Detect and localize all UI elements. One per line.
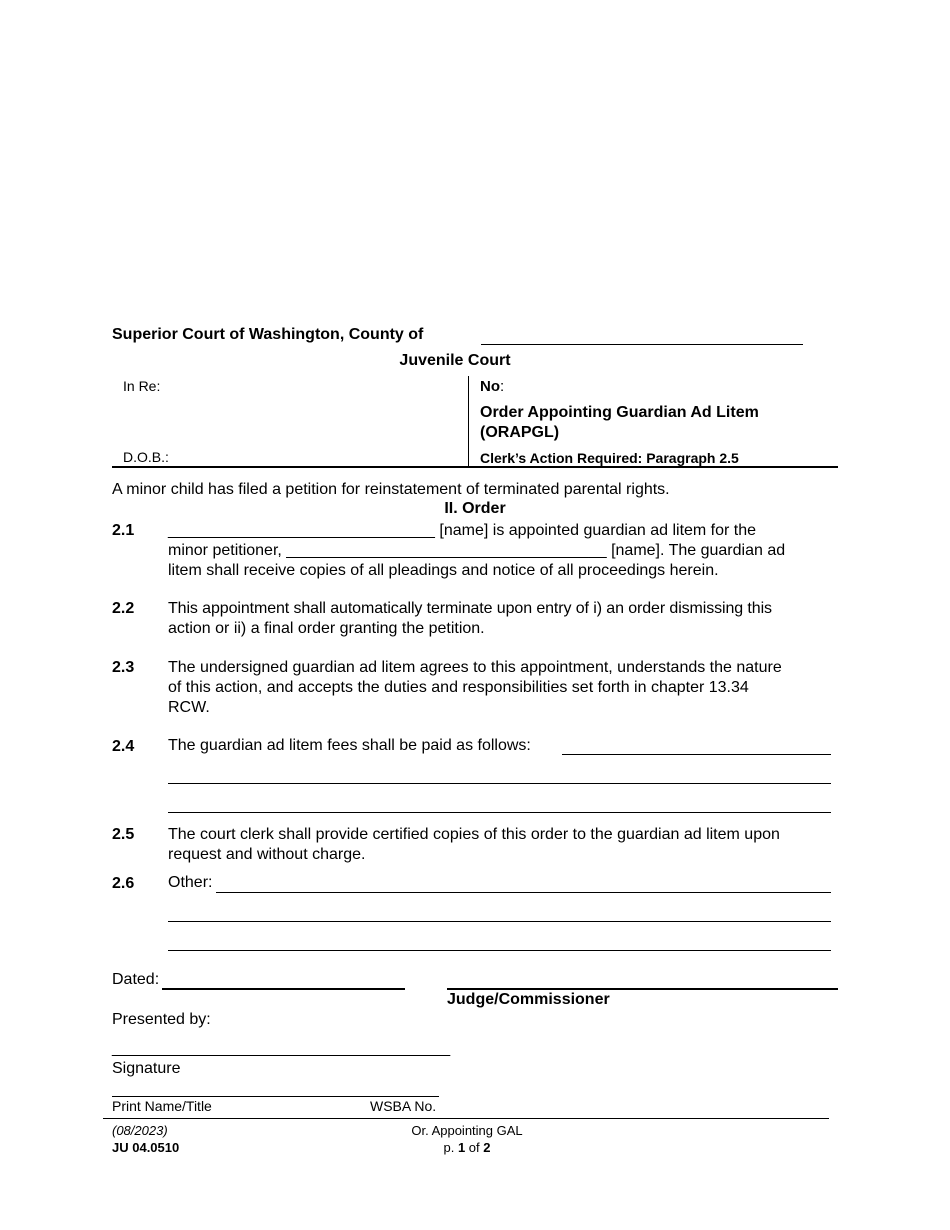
para-2-3-number: 2.3 bbox=[112, 659, 135, 676]
para-2-1-text2: [name]. The guardian ad bbox=[606, 542, 786, 559]
para-2-1 bbox=[168, 521, 840, 581]
wsba-label: WSBA No. bbox=[370, 1098, 437, 1114]
no-label: No bbox=[480, 378, 500, 395]
para-2-1-prefix: minor petitioner, bbox=[168, 542, 287, 559]
dated-blank-line[interactable] bbox=[162, 988, 405, 990]
print-name-label: Print Name/Title bbox=[112, 1098, 212, 1114]
para-2-2-line2: action or ii) a final order granting the petition. bbox=[168, 620, 485, 637]
page-of: of bbox=[465, 1140, 484, 1155]
minor-name-blank[interactable]: ____________________________________ bbox=[286, 542, 607, 559]
print-name-line[interactable] bbox=[112, 1096, 439, 1097]
footer-form-number: JU 04.0510 bbox=[112, 1140, 180, 1155]
in-re-label: In Re: bbox=[123, 378, 161, 394]
para-2-3-line1: The undersigned guardian ad litem agrees to this appointment, understands the nature bbox=[168, 659, 782, 676]
fees-blank-line-2[interactable] bbox=[168, 783, 831, 784]
caption-divider bbox=[468, 376, 469, 467]
para-2-5-line1: The court clerk shall provide certified copies of this order to the guardian ad litem upon bbox=[168, 826, 780, 843]
no-colon: : bbox=[500, 378, 505, 395]
court-subtitle: Juvenile Court bbox=[399, 352, 511, 369]
dob-label: D.O.B.: bbox=[123, 449, 169, 465]
para-2-6-text: Other: bbox=[168, 874, 213, 891]
judge-label: Judge/Commissioner bbox=[447, 991, 610, 1008]
court-title: Superior Court of Washington, County of bbox=[112, 326, 424, 343]
gal-name-blank[interactable]: ______________________________ bbox=[168, 522, 435, 539]
page-total: 2 bbox=[483, 1140, 491, 1155]
para-2-5 bbox=[168, 825, 840, 865]
para-2-1-line2 bbox=[168, 541, 840, 561]
para-2-2-line1: This appointment shall automatically terminate upon entry of i) an order dismissing this bbox=[168, 600, 772, 617]
section-heading: II. Order bbox=[444, 500, 506, 517]
footer-rule bbox=[103, 1118, 829, 1119]
other-blank-line-2[interactable] bbox=[168, 921, 831, 922]
other-blank-line-1[interactable] bbox=[216, 892, 831, 893]
para-2-3 bbox=[168, 658, 840, 718]
fees-blank-line-1[interactable] bbox=[562, 754, 831, 755]
presented-by-label: Presented by: bbox=[112, 1011, 211, 1028]
para-2-6-number: 2.6 bbox=[112, 875, 135, 892]
footer-page-number bbox=[0, 1140, 934, 1155]
para-2-1-number: 2.1 bbox=[112, 522, 135, 539]
page-prefix: p. bbox=[443, 1140, 458, 1155]
attorney-signature-blank[interactable]: ______________________________________ bbox=[112, 1040, 451, 1057]
case-number-label bbox=[480, 378, 504, 395]
caption-bottom-rule bbox=[112, 466, 838, 468]
fees-blank-line-3[interactable] bbox=[168, 812, 831, 813]
para-2-2 bbox=[168, 599, 840, 639]
para-2-2-number: 2.2 bbox=[112, 600, 135, 617]
para-2-4-text: The guardian ad litem fees shall be paid as follows: bbox=[168, 737, 531, 754]
doc-title-line1: Order Appointing Guardian Ad Litem bbox=[480, 404, 759, 421]
para-2-1-line1 bbox=[168, 521, 840, 541]
intro-text: A minor child has filed a petition for reinstatement of terminated parental rights. bbox=[112, 481, 670, 498]
para-2-3-line3: RCW. bbox=[168, 699, 210, 716]
footer-short-title: Or. Appointing GAL bbox=[411, 1123, 523, 1138]
county-blank-line[interactable] bbox=[481, 344, 803, 345]
other-blank-line-3[interactable] bbox=[168, 950, 831, 951]
footer-revision: (08/2023) bbox=[112, 1123, 168, 1138]
judge-signature-line[interactable] bbox=[447, 988, 838, 990]
para-2-4-number: 2.4 bbox=[112, 738, 135, 755]
clerk-action: Clerk’s Action Required: Paragraph 2.5 bbox=[480, 450, 739, 466]
para-2-3-line2: of this action, and accepts the duties and responsibilities set forth in chapter 13.34 bbox=[168, 679, 749, 696]
para-2-1-line3: litem shall receive copies of all pleadings and notice of all proceedings herein. bbox=[168, 562, 719, 579]
para-2-5-number: 2.5 bbox=[112, 826, 135, 843]
signature-label: Signature bbox=[112, 1060, 181, 1077]
para-2-5-line2: request and without charge. bbox=[168, 846, 366, 863]
page-num: 1 bbox=[457, 1140, 466, 1155]
para-2-1-text1: [name] is appointed guardian ad litem for the bbox=[434, 522, 757, 539]
doc-title-line2: (ORAPGL) bbox=[480, 424, 560, 441]
dated-label: Dated: bbox=[112, 971, 160, 988]
